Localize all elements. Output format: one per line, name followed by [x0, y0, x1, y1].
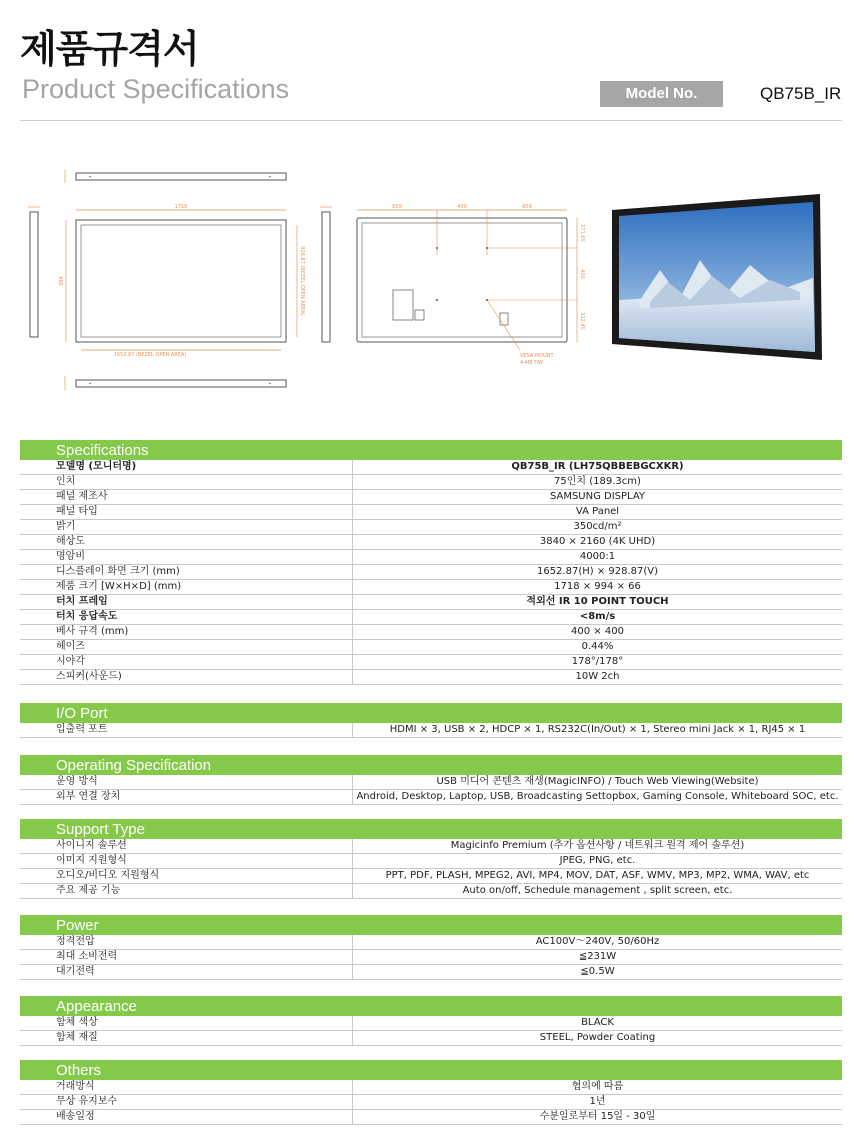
top-view-drawing [65, 170, 286, 183]
spec-row [20, 550, 842, 565]
spec-value: BLACK [352, 1016, 842, 1030]
spec-row [20, 1080, 842, 1095]
spec-label: 이미지 지원형식 [56, 855, 127, 866]
spec-row [20, 775, 842, 790]
spec-label: 인치 [56, 476, 76, 487]
spec-section [20, 996, 842, 1046]
spec-label: 스피커(사운드) [56, 671, 122, 682]
spec-label: 거래방식 [56, 1081, 95, 1092]
spec-label: 입출력 포트 [56, 724, 108, 735]
spec-value: Auto on/off, Schedule management , split screen, etc. [352, 884, 842, 898]
technical-drawings [0, 150, 860, 400]
spec-value: SAMSUNG DISPLAY [352, 490, 842, 504]
model-number-value: QB75B_IR [760, 84, 842, 103]
spec-label: 사이니지 솔루션 [56, 840, 127, 851]
spec-value: AC100V～240V, 50/60Hz [352, 935, 842, 949]
spec-label: 터치 프레임 [56, 596, 108, 607]
spec-label: 모델명 (모니터명) [56, 461, 137, 472]
spec-label: 최대 소비전력 [56, 951, 118, 962]
spec-row [20, 520, 842, 535]
spec-section [20, 819, 842, 899]
spec-row [20, 1095, 842, 1110]
spec-value: 178°/178° [352, 655, 842, 669]
spec-row [20, 790, 842, 805]
spec-value: ≦0.5W [352, 965, 842, 979]
spec-row [20, 950, 842, 965]
spec-row [20, 475, 842, 490]
spec-label: 외부 연결 장치 [56, 791, 121, 802]
spec-row [20, 655, 842, 670]
dim-height-label: 994 [59, 276, 65, 286]
spec-value: Android, Desktop, Laptop, USB, Broadcasting Settopbox, Gaming Console, Whiteboard SOC, etc. [352, 790, 842, 804]
spec-value: 1년 [352, 1095, 842, 1109]
spec-value: USB 미디어 콘텐츠 재생(MagicINFO) / Touch Web Viewing(Website) [352, 775, 842, 789]
side-view-left-drawing [28, 207, 40, 337]
spec-section [20, 440, 842, 685]
spec-row [20, 1016, 842, 1031]
vesa-mount-note: VESA MOUNT [520, 353, 554, 359]
dim-vesa-mid-label: 400 [457, 204, 467, 210]
model-number-label: Model No. [600, 81, 723, 107]
spec-label: 패널 타입 [56, 506, 98, 517]
section-header: Specifications [20, 440, 842, 460]
spec-value: 4000:1 [352, 550, 842, 564]
section-header: Others [20, 1060, 842, 1080]
spec-section [20, 755, 842, 805]
spec-label: 대기전력 [56, 966, 95, 977]
spec-label: 정격전압 [56, 936, 95, 947]
header-divider [20, 120, 842, 121]
spec-row [20, 723, 842, 738]
spec-label: 함체 색상 [56, 1017, 98, 1028]
spec-label: 패널 제조사 [56, 491, 108, 502]
spec-row [20, 869, 842, 884]
bottom-view-drawing [65, 376, 286, 390]
spec-label: 제품 크기 [W×H×D] (mm) [56, 581, 182, 592]
spec-value: 협의에 따름 [352, 1080, 842, 1094]
spec-row [20, 1031, 842, 1046]
spec-value: JPEG, PNG, etc. [352, 854, 842, 868]
spec-row [20, 505, 842, 520]
spec-row [20, 884, 842, 899]
spec-value: 400 × 400 [352, 625, 842, 639]
spec-label: 헤이즈 [56, 641, 85, 652]
dim-right-bottom-label: 322.45 [579, 312, 585, 330]
dim-bezel-width-label: 1652.87 (BEZEL OPEN AREA) [113, 352, 187, 358]
spec-row [20, 580, 842, 595]
spec-value: 0.44% [352, 640, 842, 654]
spec-value: STEEL, Powder Coating [352, 1031, 842, 1045]
dim-right-mid-label: 400 [579, 269, 585, 279]
spec-row [20, 965, 842, 980]
spec-label: 무상 유지보수 [56, 1096, 118, 1107]
spec-label: 해상도 [56, 536, 85, 547]
spec-value: 수분일로부터 15일 - 30일 [352, 1110, 842, 1124]
spec-label: 밝기 [56, 521, 76, 532]
spec-value: 10W 2ch [352, 670, 842, 684]
spec-value: VA Panel [352, 505, 842, 519]
spec-value: HDMI × 3, USB × 2, HDCP × 1, RS232C(In/Out) × 1, Stereo mini Jack × 1, RJ45 × 1 [352, 723, 842, 737]
spec-row [20, 595, 842, 610]
spec-value: 350cd/m² [352, 520, 842, 534]
back-view-drawing [357, 204, 585, 366]
dim-bezel-height-label: 928.87 (BEZEL OPEN AREA) [299, 246, 305, 316]
spec-label: 함체 재질 [56, 1032, 98, 1043]
section-header: Support Type [20, 819, 842, 839]
section-header: I/O Port [20, 703, 842, 723]
front-view-drawing [59, 204, 305, 358]
spec-row [20, 610, 842, 625]
dim-vesa-left-label: 659 [392, 204, 402, 210]
spec-value: QB75B_IR (LH75QBBEBGCXKR) [352, 460, 842, 474]
spec-row [20, 535, 842, 550]
spec-label: 디스플레이 화면 크기 (mm) [56, 566, 180, 577]
spec-value: 75인치 (189.3cm) [352, 475, 842, 489]
spec-label: 시야각 [56, 656, 85, 667]
spec-row [20, 935, 842, 950]
spec-row [20, 490, 842, 505]
spec-value: 적외선 IR 10 POINT TOUCH [352, 595, 842, 609]
page-title-korean: 제품규격서 [20, 27, 199, 71]
spec-row [20, 460, 842, 475]
spec-row [20, 839, 842, 854]
section-header: Appearance [20, 996, 842, 1016]
spec-row [20, 670, 842, 685]
spec-value: 3840 × 2160 (4K UHD) [352, 535, 842, 549]
spec-section [20, 915, 842, 980]
spec-value: 1718 × 994 × 66 [352, 580, 842, 594]
vesa-tap-note: 4-M8 TAP [520, 360, 544, 366]
spec-label: 명암비 [56, 551, 85, 562]
spec-label: 배송일정 [56, 1111, 95, 1122]
spec-label: 오디오/비디오 지원형식 [56, 870, 160, 881]
spec-label: 터치 응답속도 [56, 611, 118, 622]
page-title-english: Product Specifications [22, 74, 290, 104]
product-photo [612, 194, 822, 360]
spec-row [20, 854, 842, 869]
side-view-right-drawing [320, 207, 332, 342]
spec-section [20, 703, 842, 738]
spec-row [20, 640, 842, 655]
spec-value: 1652.87(H) × 928.87(V) [352, 565, 842, 579]
spec-row [20, 565, 842, 580]
dim-right-top-label: 271.65 [579, 224, 585, 242]
spec-row [20, 1110, 842, 1125]
section-header: Operating Specification [20, 755, 842, 775]
spec-value: ≦231W [352, 950, 842, 964]
section-header: Power [20, 915, 842, 935]
spec-label: 운영 방식 [56, 776, 98, 787]
spec-label: 베사 규격 (mm) [56, 626, 129, 637]
spec-section [20, 1060, 842, 1125]
spec-value: Magicinfo Premium (추가 옵션사항 / 네트워크 원격 제어 솔루션) [352, 839, 842, 853]
spec-row [20, 625, 842, 640]
dim-width-label: 1718 [174, 204, 188, 210]
spec-value: PPT, PDF, PLASH, MPEG2, AVI, MP4, MOV, DAT, ASF, WMV, MP3, MP2, WMA, WAV, etc [352, 869, 842, 883]
spec-value: <8m/s [352, 610, 842, 624]
dim-vesa-right-label: 659 [522, 204, 532, 210]
spec-label: 주요 제공 기능 [56, 885, 121, 896]
